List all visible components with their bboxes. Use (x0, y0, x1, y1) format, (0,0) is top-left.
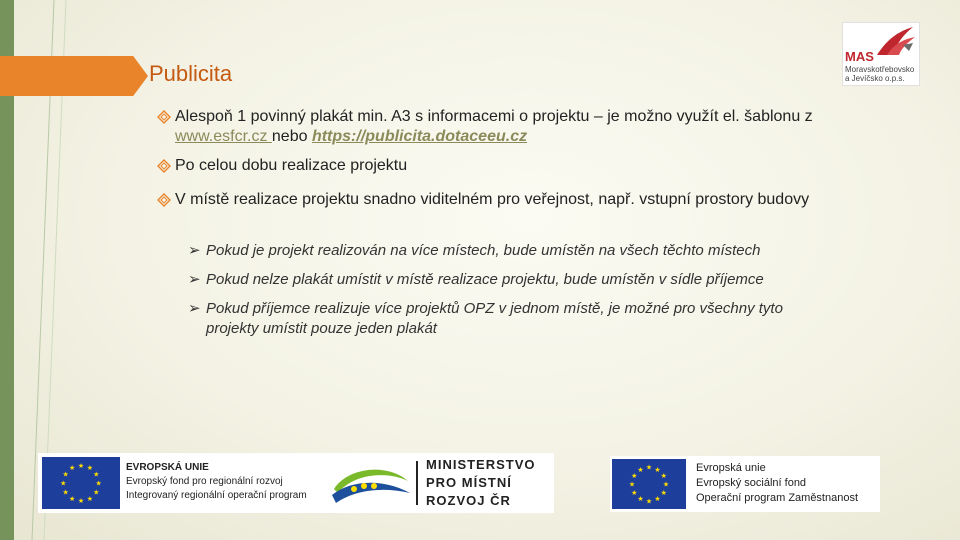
eu-star-icon: ★ (77, 498, 85, 506)
eu-star-icon: ★ (645, 464, 653, 472)
eu-star-icon: ★ (631, 490, 638, 497)
bullet-1-text: Alespoň 1 povinný plakát min. A3 s informacemi o projektu – je možno využít el. šablonu z (175, 108, 813, 125)
wing-icon (873, 25, 917, 59)
eu-star-icon: ★ (637, 466, 644, 474)
eu-flag-right (612, 459, 686, 509)
logo-strip-right (610, 456, 880, 512)
eu-right-line2: Evropský sociální fond (696, 477, 807, 489)
slide-title: Publicita (149, 61, 233, 86)
bullet-1-mid: nebo (271, 128, 312, 145)
eu-left-line1: EVROPSKÁ UNIE (126, 462, 209, 473)
eu-star-icon: ★ (69, 495, 76, 503)
bullet-2-text: Po celou dobu realizace projektu (175, 157, 408, 174)
mas-line2: a Jevíčsko o.p.s. (845, 74, 905, 83)
eu-star-icon: ★ (95, 480, 102, 488)
mas-logo (842, 22, 920, 86)
eu-star-icon: ★ (645, 498, 653, 506)
eu-star-icon: ★ (62, 489, 69, 497)
ministry-line2: PRO MÍSTNÍ (426, 475, 512, 490)
eu-stars-icon (612, 459, 686, 509)
eu-right-line3: Operační program Zaměstnanost (696, 492, 859, 504)
eu-star-icon: ★ (93, 489, 100, 497)
eu-star-icon: ★ (60, 480, 67, 488)
publicita-link[interactable]: https://publicita.dotaceeu.cz (311, 128, 528, 145)
arrow-bullet-icon: ➢ (188, 300, 201, 317)
mmr-emblem-icon (328, 459, 414, 509)
eu-star-icon: ★ (77, 462, 85, 470)
diamond-bullet-icon (157, 110, 171, 124)
eu-star-icon: ★ (93, 471, 100, 479)
eu-star-icon: ★ (62, 471, 69, 479)
arrow-bullet-icon: ➢ (188, 242, 201, 259)
diamond-bullet-icon (157, 159, 171, 173)
mas-abbr: MAS (845, 49, 874, 64)
title-accent-tab (0, 56, 148, 96)
ministry-line1: MINISTERSTVO (426, 457, 536, 472)
eu-left-line2: Evropský fond pro regionální rozvoj (126, 476, 283, 487)
eu-star-icon: ★ (631, 473, 638, 480)
arrow-bullet-icon: ➢ (188, 271, 201, 288)
eu-star-icon: ★ (86, 495, 93, 503)
eu-right-line1: Evropská unie (696, 462, 766, 474)
subbullet-2-text: Pokud nelze plakát umístit v místě realizace projektu, bude umístěn v sídle příjemce (206, 271, 764, 288)
eu-star-icon: ★ (86, 465, 93, 473)
eu-star-icon: ★ (662, 481, 670, 489)
eu-flag-left (42, 457, 120, 509)
eu-left-line3: Integrovaný regionální operační program (126, 490, 307, 501)
ministry-divider (416, 461, 418, 505)
eu-star-icon: ★ (660, 490, 667, 497)
eu-star-icon: ★ (654, 496, 661, 504)
bullet-3-text: V místě realizace projektu snadno viditelném pro veřejnost, např. vstupní prostory budovy (175, 191, 810, 208)
eu-star-icon: ★ (628, 481, 636, 489)
eu-stars-icon (42, 457, 120, 509)
subbullet-3-text: Pokud příjemce realizuje více projektů OPZ v jednom místě, je možné pro všechny tyto projekty umístit pouze jeden plakát (206, 300, 783, 337)
eu-star-icon: ★ (654, 466, 661, 474)
subbullet-1-text: Pokud je projekt realizován na více místech, bude umístěn na všech těchto místech (206, 242, 761, 259)
eu-star-icon: ★ (69, 465, 76, 473)
logo-strip-left (38, 453, 554, 513)
ministry-line3: ROZVOJ ČR (426, 493, 511, 508)
diamond-bullet-icon (157, 193, 171, 207)
esfcr-link[interactable]: www.esfcr.cz (175, 128, 272, 145)
mas-line1: Moravskotřebovsko (845, 65, 915, 74)
eu-star-icon: ★ (637, 496, 644, 504)
eu-star-icon: ★ (660, 473, 667, 480)
